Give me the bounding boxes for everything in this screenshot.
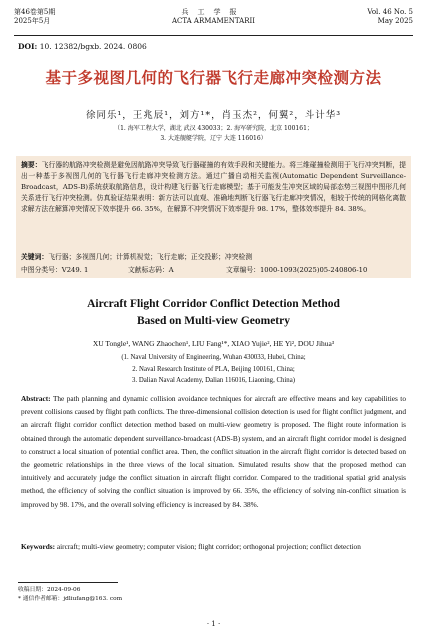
doi: [18, 42, 147, 51]
volume-issue-en: Vol. 46 No. 5: [367, 8, 413, 16]
keywords-en-text: aircraft; multi-view geometry; computer vision; flight corridor; orthogonal projection; conflict detection: [56, 542, 361, 551]
affiliation-en-line: 2. Naval Research Institute of PLA, Beijing 100161, China;: [132, 365, 295, 373]
keywords-cn: [21, 251, 406, 261]
doi-value: 10. 12382/bgxb. 2024. 0806: [39, 42, 147, 51]
abstract-cn-text: 飞行器的航路冲突检测是避免因航路冲突导致飞行器碰撞的有效手段和关键能力。将三维碰撞检测用于飞行冲突判断，提出一种基于多视图几何的飞行器飞行走廊冲突检测方法。通过广播自动相关监视(Automatic Dependent Surveillance-Broadcast，ADS-B)系统获取航路信息，设计构建飞行器飞行走廊模型；基于可能发生冲突区域的局部态势三视图中图形几何关系进行飞行冲突检测。仿真验证结果表明：新方法可以直观、准确地判断飞行器飞行走廊冲突情况，相较于传统的网格化离散求解方法在解算冲突情况下效率提升 66. 35%，在解算不冲突情况下效率提升 98. 17%，整体效率提升 84. 38%。: [21, 161, 407, 213]
footnote-rule: [18, 582, 118, 583]
keywords-cn-label: 关键词：: [21, 253, 49, 261]
affiliation-en-line: 3. Dalian Naval Academy, Dalian 116016, Liaoning, China): [132, 377, 295, 384]
authors-en: XU Tongle¹, WANG Zhaochen¹, LIU Fang¹*, XIAO Yujie², HE Yi², DOU Jihua³: [92, 339, 335, 348]
abstract-en-label: Abstract:: [21, 394, 51, 403]
abstract-en: [21, 392, 406, 511]
header-right: [367, 8, 413, 26]
corresponding-email: * 通信作者邮箱：jdliufang@163. com: [18, 596, 123, 602]
received-date: 收稿日期：2024-09-06: [18, 587, 81, 593]
doi-label: DOI:: [18, 42, 38, 51]
affiliation-cn-line: （1. 海军工程大学，湖北 武汉 430033；2. 海军研究院，北京 100161；: [114, 125, 313, 132]
clc-number: 中图分类号：V249. 1: [21, 266, 89, 274]
keywords-en: [21, 540, 406, 553]
page-number: · 1 ·: [206, 620, 221, 628]
header-center: [14, 8, 413, 26]
affiliation-en-line: (1. Naval University of Engineering, Wuhan 430033, Hubei, China;: [121, 354, 306, 361]
journal-name-cn: 兵工学报: [181, 8, 246, 16]
keywords-cn-text: 飞行器；多视图几何；计算机视觉；飞行走廊；正交投影；冲突检测: [48, 253, 253, 261]
footnotes: [18, 586, 122, 604]
date-en: May 2025: [377, 17, 413, 25]
title-en-line: Based on Multi-view Geometry: [137, 315, 290, 327]
article-number: 文章编号：1000-1093(2025)05-240806-10: [226, 266, 368, 274]
volume-issue-cn: 第46卷第5期: [14, 8, 56, 16]
title-en-line: Aircraft Flight Corridor Conflict Detection Method: [87, 298, 340, 310]
header-rule: [14, 35, 413, 36]
affiliations-cn: [0, 124, 427, 144]
affiliation-cn-line: 3. 大连舰艇学院，辽宁 大连 116016）: [160, 135, 267, 142]
affiliations-en: [0, 352, 427, 387]
abstract-cn: [21, 160, 406, 215]
date-cn: 2025年5月: [14, 17, 51, 25]
document-code: 文献标志码：A: [128, 266, 174, 274]
abstract-en-text: The path planning and dynamic collision avoidance techniques for aircraft are effective means and key capabilities to prevent collisions caused by flight path conflicts. The three-dimensional collision detection is used for flight conflict judgment, and an aircraft flight corridor conflict detection method based on multi-view geometry is proposed. The flight route information is obtained through the automatic dependent surveillance-broadcast (ADS-B) system, and an aircraft flight corridor model is designed to construct a local situation of potential conflict area. Then, the conflict situation in the aircraft flight corridor is detected based on the geometric relationships in the three views of the local situation. Simulated results show that the proposed method can intuitively and accurately judge the conflict situation in aircraft flight corridor. Compared to the traditional spatial grid analysis method, the efficiency of solving the conflict situation is improved by 66. 35%, the efficiency of solving nin-conflict situation is improved by 98. 17%, and the overall solving efficiency is increased by 84. 38%.: [21, 394, 406, 509]
abstract-cn-label: 摘要：: [21, 161, 42, 169]
authors-cn: 徐同乐¹，王兆辰¹，刘方¹*，肖玉杰²，何翼²，斗计华³: [85, 110, 342, 121]
keywords-en-label: Keywords:: [21, 542, 56, 551]
running-header: [14, 8, 413, 34]
journal-name-en: ACTA ARMAMENTARII: [171, 17, 256, 25]
paper-title-en: [0, 296, 427, 330]
paper-title-cn: 基于多视图几何的飞行器飞行走廊冲突检测方法: [45, 69, 382, 87]
